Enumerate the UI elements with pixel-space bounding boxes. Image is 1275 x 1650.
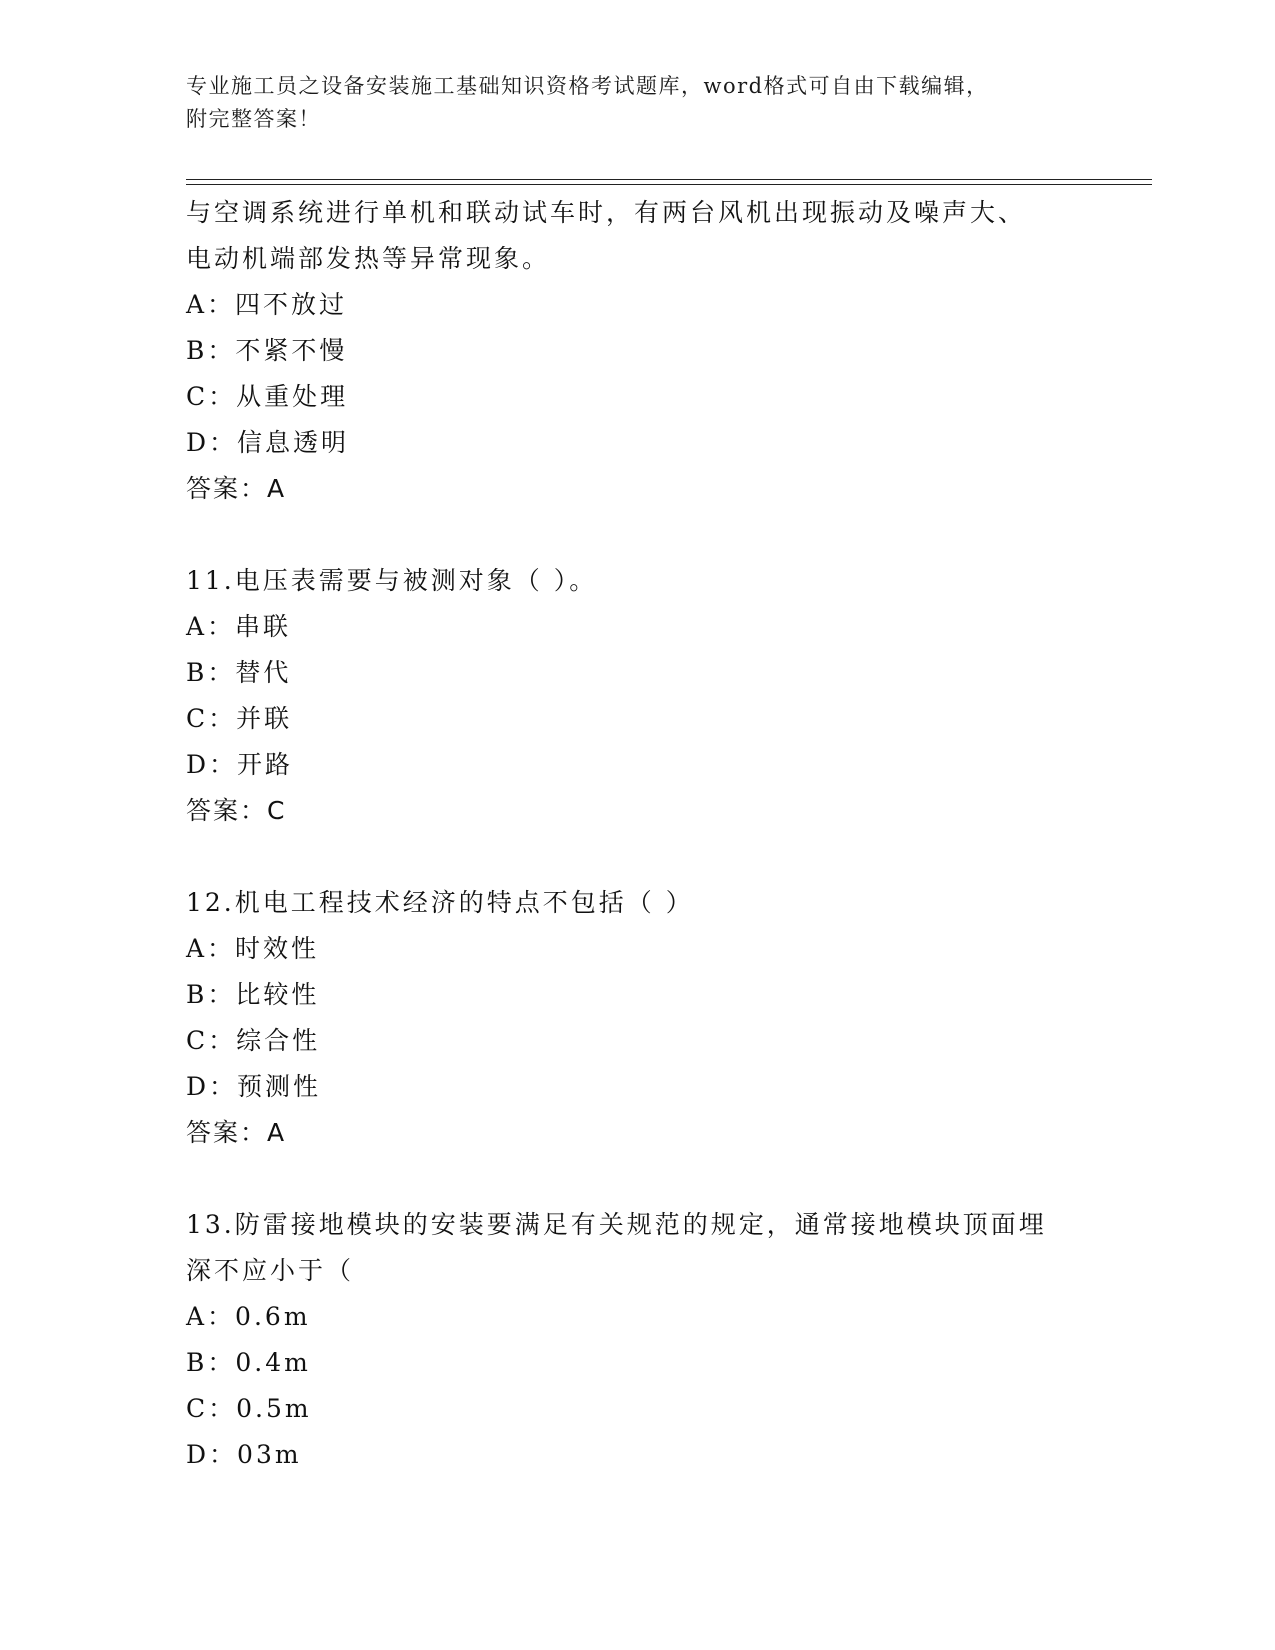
header-divider-bottom (186, 184, 1152, 185)
option-a: A：时效性 (186, 934, 320, 963)
question-11 (186, 558, 1106, 834)
option-c: C：0.5m (186, 1394, 312, 1423)
option-b: B：替代 (186, 658, 292, 687)
option-a: A：0.6m (186, 1302, 311, 1331)
option-a: A：串联 (186, 612, 292, 641)
header-line-1: 专业施工员之设备安装施工基础知识资格考试题库，word格式可自由下载编辑， (186, 74, 989, 98)
question-stem-line: 13.防雷接地模块的安装要满足有关规范的规定，通常接地模块顶面埋 (186, 1210, 1047, 1239)
answer: 答案：A (186, 1118, 287, 1147)
option-d: D：03m (186, 1440, 302, 1469)
option-c: C：并联 (186, 704, 293, 733)
option-a: A：四不放过 (186, 290, 348, 319)
spacer (186, 834, 1106, 880)
question-stem-line: 电动机端部发热等异常现象。 (186, 244, 551, 273)
answer: 答案：C (186, 796, 287, 825)
document-header (186, 70, 1086, 136)
option-c: C：综合性 (186, 1026, 321, 1055)
question-stem: 12.机电工程技术经济的特点不包括（ ） (186, 888, 694, 917)
question-stem: 11.电压表需要与被测对象（ ）。 (186, 566, 598, 595)
header-line-2: 附完整答案！ (186, 107, 321, 131)
option-d: D：开路 (186, 750, 294, 779)
header-divider-top (186, 179, 1152, 180)
spacer (186, 1156, 1106, 1202)
question-stem-line: 深不应小于（ (186, 1256, 355, 1285)
option-c: C：从重处理 (186, 382, 349, 411)
option-b: B：比较性 (186, 980, 320, 1009)
option-d: D：预测性 (186, 1072, 322, 1101)
question-list (186, 190, 1106, 1478)
answer: 答案：A (186, 474, 287, 503)
question-stem-line: 与空调系统进行单机和联动试车时，有两台风机出现振动及噪声大、 (186, 198, 1027, 227)
option-b: B：0.4m (186, 1348, 311, 1377)
question-12 (186, 880, 1106, 1156)
question-10 (186, 190, 1106, 512)
option-b: B：不紧不慢 (186, 336, 348, 365)
question-13 (186, 1202, 1106, 1478)
option-d: D：信息透明 (186, 428, 350, 457)
spacer (186, 512, 1106, 558)
